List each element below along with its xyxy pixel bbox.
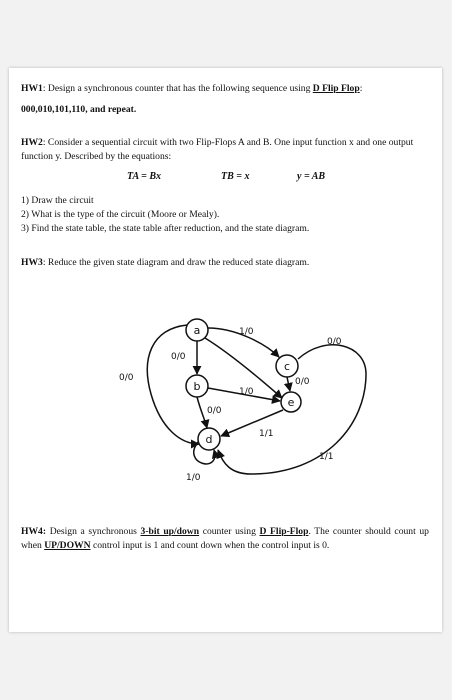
hw2-item-2: 2) What is the type of the circuit (Moore or Mealy). <box>21 209 220 220</box>
hw4-dff: D Flip-Flop <box>259 525 309 537</box>
state-e-label: e <box>287 396 295 409</box>
label-a-d: 0/0 <box>119 373 134 383</box>
document-content <box>21 82 429 270</box>
hw1-colon: : <box>359 83 363 94</box>
label-c-e: 0/0 <box>295 377 310 387</box>
label-b-d: 0/0 <box>207 406 222 416</box>
state-b <box>186 375 208 397</box>
state-diagram <box>101 314 391 482</box>
hw2-equations <box>21 168 429 188</box>
hw2-label: HW2 <box>21 137 43 148</box>
transition-e-d <box>221 410 283 436</box>
state-d-label: d <box>205 433 213 446</box>
hw3-text: : Reduce the given state diagram and draw the reduced state diagram. <box>42 257 310 268</box>
hw2-text: : Consider a sequential circuit with two Flip-Flops A and B. One input function x and one output function y. Described by the equations: <box>21 137 414 162</box>
hw4-text-1: Design a synchronous <box>46 525 141 537</box>
hw2-paragraph <box>21 136 429 164</box>
label-b-e: 1/0 <box>239 387 254 397</box>
document-page <box>9 68 442 632</box>
label-e-d: 1/1 <box>259 429 274 439</box>
hw1-text: : Design a synchronous counter that has the following sequence using <box>42 83 313 94</box>
hw4-paragraph <box>21 525 429 553</box>
hw1-sequence: 000,010,101,110, and repeat. <box>21 104 137 115</box>
equation-y: y = AB <box>297 171 326 182</box>
hw1-label: HW1 <box>21 83 43 94</box>
label-e-loop: 1/1 <box>319 452 334 462</box>
transition-b-d <box>197 397 207 428</box>
transition-a-d-loop <box>147 325 199 444</box>
state-c <box>276 355 298 377</box>
hw4-updown-counter: 3-bit up/down <box>140 525 200 537</box>
label-d-self: 1/0 <box>186 473 201 482</box>
label-c-self: 0/0 <box>327 337 342 347</box>
hw1-dff-link: D Flip Flop <box>312 83 360 94</box>
hw4-text-4: control input is 1 and count down when the control input is 0. <box>90 539 330 551</box>
equation-ta: TA = Bx <box>127 171 162 182</box>
hw1-paragraph <box>21 82 429 96</box>
hw4-text-2: counter using <box>199 525 260 537</box>
transition-c-e <box>287 377 290 391</box>
hw4-updown-input: UP/DOWN <box>44 539 91 551</box>
hw4-label: HW4: <box>21 525 47 537</box>
equation-tb: TB = x <box>221 171 250 182</box>
state-e <box>281 392 301 412</box>
state-c-label: c <box>283 360 291 373</box>
state-a <box>186 319 208 341</box>
hw2-item-3: 3) Find the state table, the state table after reduction, and the state diagram. <box>21 223 310 234</box>
label-a-b: 0/0 <box>171 352 186 362</box>
hw3-paragraph <box>21 256 429 270</box>
hw4-text-3: . The counter should count up when <box>21 525 429 551</box>
label-a-c: 1/0 <box>239 327 254 337</box>
hw2-item-1: 1) Draw the circuit <box>21 195 94 206</box>
state-b-label: b <box>193 380 201 393</box>
transition-c-d-loop <box>218 345 366 474</box>
state-d <box>198 428 220 450</box>
hw3-label: HW3 <box>21 257 43 268</box>
state-a-label: a <box>193 324 201 337</box>
